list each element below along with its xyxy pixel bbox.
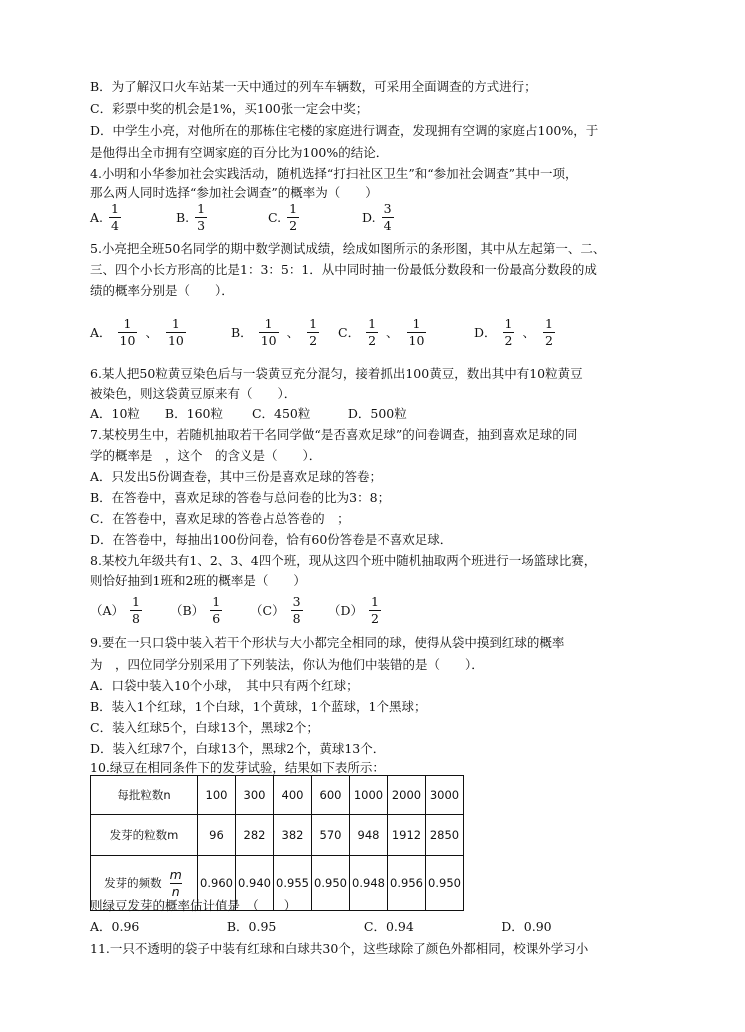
option-letter: D. bbox=[362, 209, 376, 225]
q9-option-c: C．装入红球5个，白球13个，黑球2个； bbox=[90, 720, 319, 735]
table-cell: 100 bbox=[198, 776, 236, 815]
table-cell: 2000 bbox=[388, 776, 426, 815]
option-fraction-2 bbox=[407, 316, 427, 349]
q10-question: 则绿豆发芽的概率估计值是 （ ） bbox=[90, 898, 297, 913]
option-fraction bbox=[195, 201, 207, 234]
fraction-numerator: 1 bbox=[504, 315, 513, 331]
fraction-numerator: 1 bbox=[309, 315, 318, 331]
table-cell: 570 bbox=[312, 815, 350, 856]
q3-option-d-line1: D．中学生小亮，对他所在的那栋住宅楼的家庭进行调查，发现拥有空调的家庭占100%，于 bbox=[90, 123, 599, 138]
fraction-denominator: 3 bbox=[197, 217, 206, 233]
table-cell: 282 bbox=[236, 815, 274, 856]
q7-stem-line2: 学的概率是 ，这个 的含义是（ ）． bbox=[90, 448, 322, 463]
q10-options: A．0.96 B．0.95 C．0.94 D．0.90 bbox=[90, 919, 552, 934]
option-letter: （D） bbox=[328, 603, 364, 618]
q7-option-a: A．只发出5份调查卷，其中三份是喜欢足球的答卷； bbox=[90, 469, 382, 484]
fraction-denominator: 4 bbox=[383, 217, 392, 233]
fraction-numerator: 1 bbox=[197, 200, 206, 216]
q9-option-d: D．装入红球7个，白球13个，黑球2个，黄球13个． bbox=[90, 741, 386, 756]
fraction-numerator: 1 bbox=[111, 200, 119, 216]
table-cell: 600 bbox=[312, 776, 350, 815]
option-fraction-1 bbox=[503, 316, 515, 349]
frequency-label-text: 发芽的频数 bbox=[104, 876, 162, 890]
option-fraction bbox=[109, 201, 121, 234]
fraction-denominator: 2 bbox=[309, 332, 318, 348]
fraction-numerator: 3 bbox=[292, 593, 301, 609]
option-letter: A. bbox=[90, 209, 104, 225]
q7-option-c: C．在答卷中，喜欢足球的答卷占总答卷的 ； bbox=[90, 511, 350, 526]
q4-option-b bbox=[176, 197, 207, 237]
table-row bbox=[91, 776, 464, 815]
table-cell: 3000 bbox=[426, 776, 464, 815]
option-fraction bbox=[210, 594, 222, 627]
table-cell: 300 bbox=[236, 776, 274, 815]
q8-option-b bbox=[170, 590, 222, 630]
fraction-denominator: 10 bbox=[119, 332, 136, 348]
option-fraction bbox=[287, 201, 299, 234]
option-letter: B． bbox=[231, 325, 253, 340]
fraction-numerator: 1 bbox=[368, 315, 377, 331]
fraction-denominator: 2 bbox=[368, 332, 377, 348]
option-fraction bbox=[369, 594, 381, 627]
table-cell: 0.960 bbox=[198, 856, 236, 911]
option-fraction bbox=[291, 594, 303, 627]
q7-option-b: B．在答卷中，喜欢足球的答卷与总问卷的比为3：8； bbox=[90, 490, 391, 505]
q5-option-a bbox=[90, 312, 186, 352]
option-letter: （C） bbox=[250, 603, 285, 618]
q8-stem-line2: 则恰好抽到1班和2班的概率是（ ） bbox=[90, 573, 306, 588]
option-letter: D． bbox=[474, 325, 497, 340]
separator: 、 bbox=[145, 325, 158, 340]
q4-option-d bbox=[362, 197, 394, 237]
fraction-numerator: 1 bbox=[123, 315, 132, 331]
fraction-numerator: 1 bbox=[212, 593, 221, 609]
q4-option-c bbox=[268, 197, 299, 237]
fraction-numerator: 1 bbox=[132, 593, 140, 609]
q7-option-d: D．在答卷中，每抽出100份问卷，恰有60份答卷是不喜欢足球． bbox=[90, 532, 453, 547]
fraction-denominator: 4 bbox=[111, 217, 119, 233]
option-fraction bbox=[130, 594, 142, 627]
q4-options bbox=[90, 197, 690, 237]
table-cell: 96 bbox=[198, 815, 236, 856]
q9-option-b: B．装入1个红球，1个白球，1个黄球，1个蓝球，1个黑球； bbox=[90, 699, 427, 714]
option-fraction-1 bbox=[118, 316, 138, 349]
separator: 、 bbox=[286, 325, 300, 340]
table-cell: 1000 bbox=[350, 776, 388, 815]
table-cell: 0.950 bbox=[312, 856, 350, 911]
q8-stem-line1: 8.某校九年级共有1、2、3、4四个班，现从这四个班中随机抽取两个班进行一场篮球比赛， bbox=[90, 553, 597, 568]
fraction-denominator: 2 bbox=[504, 332, 513, 348]
q9-stem-line2: 为 ，四位同学分别采用了下列装法，你认为他们中装错的是（ ）． bbox=[90, 657, 484, 672]
option-letter: （B） bbox=[170, 603, 205, 618]
q9-stem-line1: 9.要在一只口袋中装入若干个形状与大小都完全相同的球，使得从袋中摸到红球的概率 bbox=[90, 635, 565, 650]
fraction-numerator: 1 bbox=[371, 593, 379, 609]
q5-stem-line2: 三、四个小长方形高的比是1：3：5：1．从中同时抽一份最低分数段和一份最高分数段的成 bbox=[90, 262, 597, 277]
q8-option-d bbox=[328, 590, 381, 630]
fraction-numerator: 1 bbox=[545, 315, 553, 331]
fraction-denominator: 8 bbox=[132, 610, 140, 626]
q3-option-c: C．彩票中奖的机会是1%，买100张一定会中奖； bbox=[90, 101, 369, 116]
q5-option-d bbox=[474, 312, 555, 352]
separator: 、 bbox=[522, 325, 535, 340]
option-fraction-2 bbox=[166, 316, 186, 349]
fraction-numerator: 1 bbox=[289, 200, 298, 216]
q3-option-d-line2: 是他得出全市拥有空调家庭的百分比为100%的结论． bbox=[90, 145, 389, 160]
option-letter: A． bbox=[90, 325, 112, 340]
q8-option-a bbox=[90, 590, 142, 630]
fraction-denominator: 2 bbox=[289, 217, 298, 233]
fraction-numerator: 1 bbox=[171, 315, 180, 331]
option-fraction-1 bbox=[259, 316, 279, 349]
table-row bbox=[91, 815, 464, 856]
germination-table bbox=[90, 775, 464, 911]
table-cell: 400 bbox=[274, 776, 312, 815]
q3-option-b: B．为了解汉口火车站某一天中通过的列车车辆数，可采用全面调查的方式进行； bbox=[90, 79, 537, 94]
option-letter: B. bbox=[176, 209, 190, 225]
row-header: 每批粒数n bbox=[91, 776, 198, 815]
fraction-denominator: 10 bbox=[260, 332, 277, 348]
q5-stem-line1: 5.小亮把全班50名同学的期中数学测试成绩，绘成如图所示的条形图，其中从左起第一、二、 bbox=[90, 241, 606, 256]
m-over-n-fraction bbox=[168, 867, 184, 900]
fraction-denominator: 10 bbox=[408, 332, 425, 348]
q4-stem-line1: 4.小明和小华参加社会实践活动，随机选择“打扫社区卫生”和“参加社会调查”其中一项， bbox=[90, 166, 578, 181]
table-cell: 948 bbox=[350, 815, 388, 856]
frequency-label bbox=[104, 867, 184, 900]
q5-option-c bbox=[338, 312, 426, 352]
option-letter: （A） bbox=[90, 603, 125, 618]
option-letter: C. bbox=[268, 209, 282, 225]
q5-stem-line3: 绩的概率分别是（ ）． bbox=[90, 283, 234, 298]
q10-stem: 10.绿豆在相同条件下的发芽试验，结果如下表所示： bbox=[90, 760, 385, 775]
table-cell: 2850 bbox=[426, 815, 464, 856]
table-cell: 0.956 bbox=[388, 856, 426, 911]
fraction-numerator: 1 bbox=[412, 315, 421, 331]
option-fraction-2 bbox=[307, 316, 319, 349]
table-cell: 0.950 bbox=[426, 856, 464, 911]
fraction-denominator: n bbox=[171, 883, 180, 899]
q9-option-a: A．口袋中装入10个小球， 其中只有两个红球； bbox=[90, 678, 359, 693]
fraction-numerator: m bbox=[169, 866, 182, 882]
table-cell: 1912 bbox=[388, 815, 426, 856]
table-cell: 0.955 bbox=[274, 856, 312, 911]
option-fraction bbox=[382, 201, 394, 234]
q6-options: A．10粒 B．160粒 C．450粒 D．500粒 bbox=[90, 406, 407, 421]
q11-stem-line1: 11.一只不透明的袋子中装有红球和白球共30个，这些球除了颜色外都相同，校课外学习小 bbox=[90, 941, 589, 956]
q4-option-a bbox=[90, 197, 121, 237]
table-cell: 382 bbox=[274, 815, 312, 856]
q6-stem-line1: 6.某人把50粒黄豆染色后与一袋黄豆充分混匀，接着抓出100黄豆，数出其中有10粒黄豆 bbox=[90, 366, 583, 381]
fraction-denominator: 2 bbox=[371, 610, 379, 626]
q5-option-b bbox=[231, 312, 319, 352]
fraction-denominator: 10 bbox=[167, 332, 184, 348]
q5-options bbox=[90, 312, 690, 352]
q8-options bbox=[90, 590, 690, 630]
option-fraction-1 bbox=[366, 316, 378, 349]
fraction-numerator: 3 bbox=[383, 200, 392, 216]
option-fraction-2 bbox=[543, 316, 555, 349]
option-letter: C． bbox=[338, 325, 361, 340]
separator: 、 bbox=[386, 325, 399, 340]
table-cell: 0.940 bbox=[236, 856, 274, 911]
table-cell: 0.948 bbox=[350, 856, 388, 911]
q8-option-c bbox=[250, 590, 303, 630]
q7-stem-line1: 7.某校男生中，若随机抽取若干名同学做“是否喜欢足球”的问卷调查，抽到喜欢足球的同 bbox=[90, 427, 578, 442]
row-header: 发芽的粒数m bbox=[91, 815, 198, 856]
q4-stem-line2: 那么两人同时选择“参加社会调查”的概率为（ ） bbox=[90, 185, 378, 200]
fraction-denominator: 8 bbox=[292, 610, 301, 626]
q6-stem-line2: 被染色，则这袋黄豆原来有（ ）． bbox=[90, 386, 297, 401]
fraction-denominator: 6 bbox=[212, 610, 221, 626]
fraction-denominator: 2 bbox=[545, 332, 553, 348]
fraction-numerator: 1 bbox=[264, 315, 273, 331]
